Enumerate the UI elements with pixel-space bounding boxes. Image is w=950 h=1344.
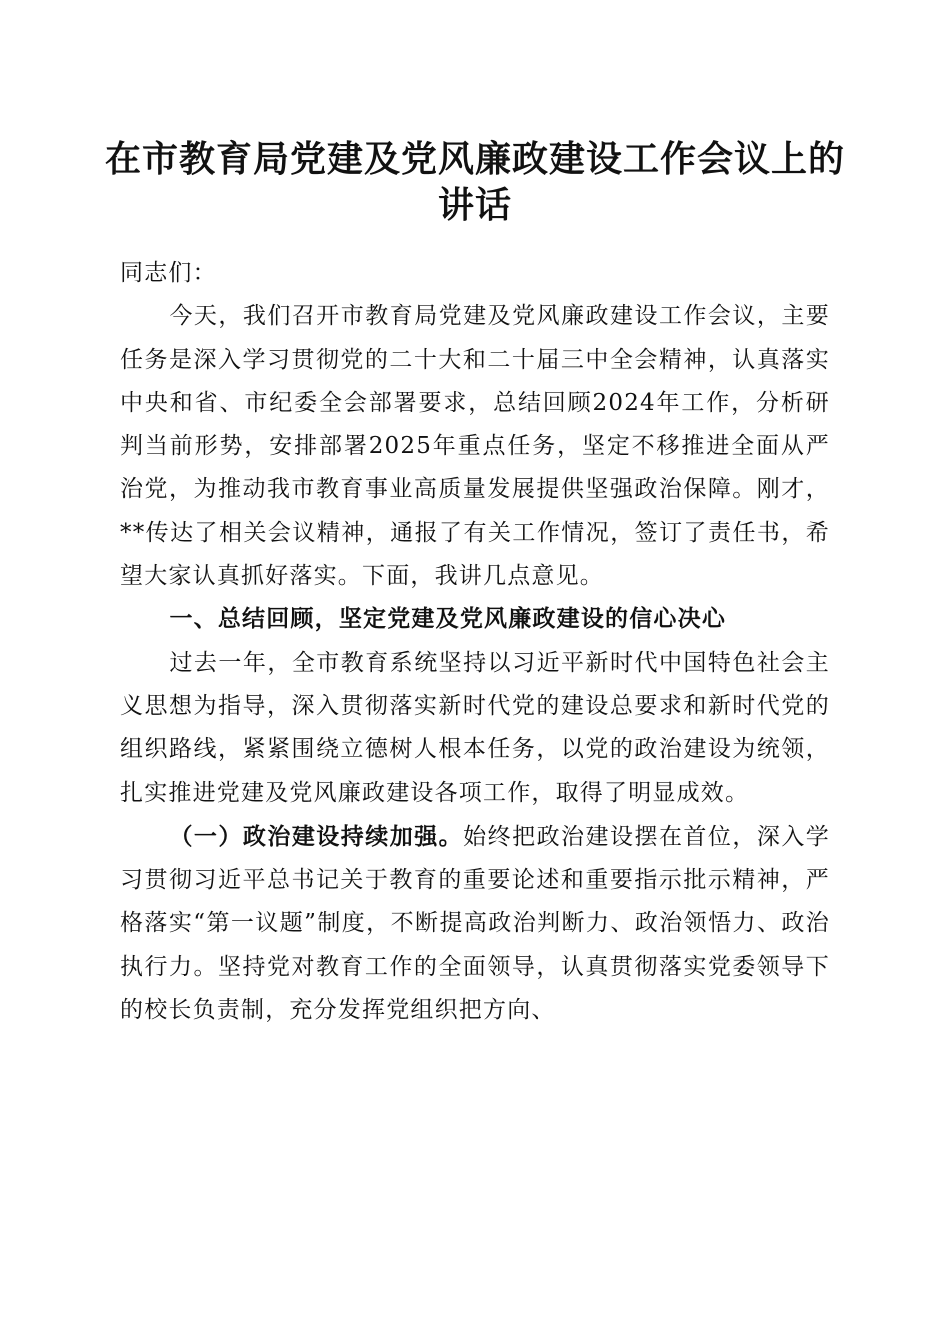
section-heading-1: 一、总结回顾，坚定党建及党风廉政建设的信心决心: [169, 606, 727, 633]
document-title-line-2: 讲话: [437, 184, 512, 226]
paragraph-text: 始终把政治建设摆在首位，深入学习贯彻习近平总书记关于教育的重要论述和重要指示批示精神，严格落实“第一议题”制度，不断提高政治判断力、政治领悟力、政治执行力。坚持党对教育工作的全面领导，认真贯彻落实党委领导下的校长负责制，充分发挥党组织把方向、: [120, 823, 830, 1024]
paragraph-political-construction: [120, 815, 830, 1032]
greeting: 同志们：: [120, 260, 217, 286]
paragraph-introduction: 今天，我们召开市教育局党建及党风廉政建设工作会议，主要任务是深入学习贯彻党的二十大和二十届三中全会精神，认真落实中央和省、市纪委全会部署要求，总结回顾2024年工作，分析研判当前形势，安排部署2025年重点任务，坚定不移推进全面从严治党，为推动我市教育事业高质量发展提供坚强政治保障。刚才，**传达了相关会议精神，通报了有关工作情况，签订了责任书，希望大家认真抓好落实。下面，我讲几点意见。: [120, 303, 830, 590]
document-title-line-1: 在市教育局党建及党风廉政建设工作会议上的: [104, 138, 845, 180]
paragraph-review: 过去一年，全市教育系统坚持以习近平新时代中国特色社会主义思想为指导，深入贯彻落实新时代党的建设总要求和新时代党的组织路线，紧紧围绕立德树人根本任务，以党的政治建设为统领，扎实推进党建及党风廉政建设各项工作，取得了明显成效。: [120, 649, 830, 806]
document-body: [120, 252, 830, 1032]
paragraph-lead: （一）政治建设持续加强。: [169, 822, 464, 850]
